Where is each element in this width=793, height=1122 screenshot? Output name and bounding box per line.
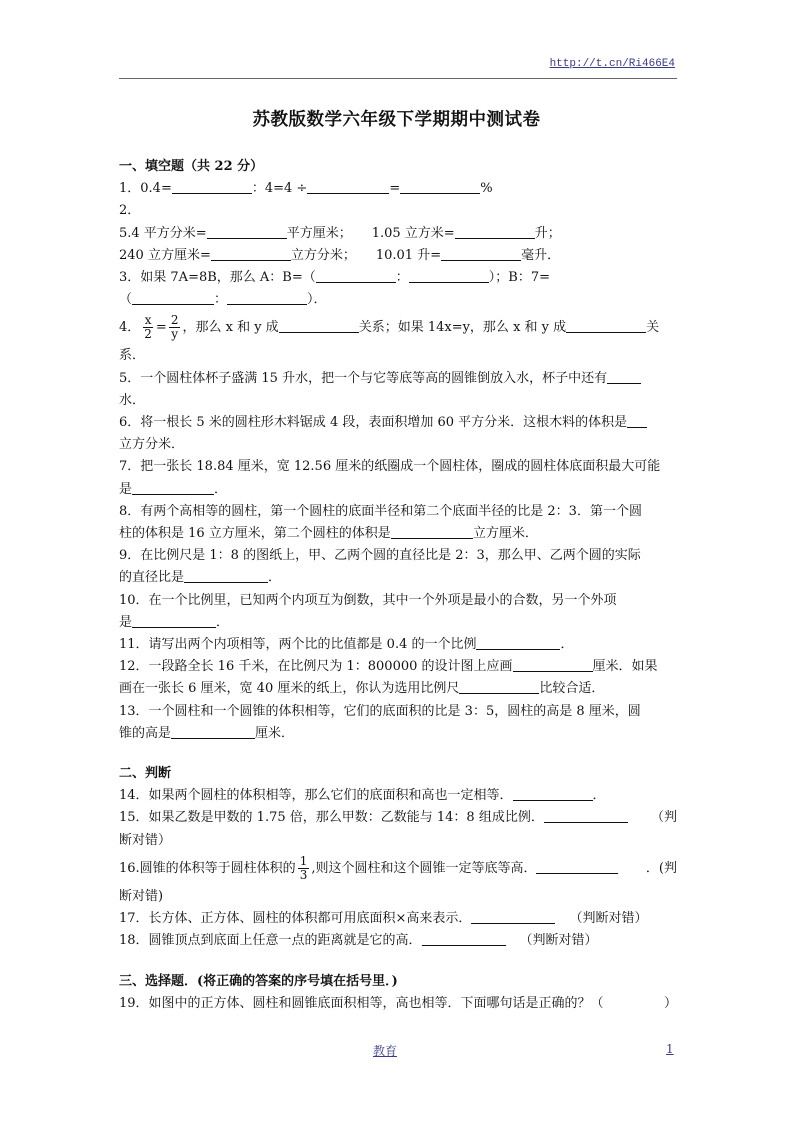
q2-text: 毫升． — [521, 247, 561, 263]
q15-text: 15．如果乙数是甲数的 1.75 倍，那么甲数：乙数能与 14：8 组成比例． — [119, 810, 544, 826]
q3-text: ： — [214, 292, 228, 308]
question-6-cont: 立方分米． — [119, 437, 185, 453]
q11-text: 11．请写出两个内项相等，两个比的比值都是 0.4 的一个比例 — [119, 637, 477, 653]
question-10-cont — [119, 612, 677, 634]
q12-text: 厘米．如果 — [592, 659, 658, 675]
answer-blank — [184, 568, 268, 583]
q14-text: 14．如果两个圆柱的体积相等，那么它们的底面积和高也一定相等． — [119, 788, 513, 804]
q3-text: ）． — [307, 292, 327, 308]
q4-number: 4． — [119, 320, 141, 336]
answer-blank — [455, 224, 535, 239]
q3-text: ）；B：7= — [488, 270, 550, 286]
q9-text: 的直径比是 — [119, 570, 185, 586]
question-11 — [119, 634, 677, 656]
answer-blank — [132, 290, 214, 305]
question-12-cont — [119, 678, 677, 700]
q13-text: 锥的高是 — [119, 725, 172, 741]
q10-text: 是 — [119, 614, 133, 630]
question-2-number: 2． — [119, 203, 141, 219]
question-19 — [119, 993, 677, 1015]
answer-blank — [409, 268, 489, 283]
question-2-line-2 — [119, 245, 677, 267]
q17-judge-label: （判断对错） — [569, 911, 648, 927]
q2-text: 5.4 平方分米= — [119, 225, 207, 241]
q15-judge-label: （判 — [650, 810, 677, 826]
question-1 — [119, 178, 677, 200]
fraction-denominator: y — [171, 327, 179, 342]
question-6 — [119, 412, 677, 434]
fraction-numerator: 2 — [170, 313, 179, 328]
answer-blank — [476, 635, 560, 650]
q2-text: 1.05 立方米= — [371, 225, 455, 241]
q9-text: ． — [268, 570, 282, 586]
q3-text: （ — [119, 292, 133, 308]
q1-text-a: 1．0.4= — [119, 181, 172, 197]
answer-blank — [227, 290, 307, 305]
q4-text: ，那么 x 和 y 成 — [182, 320, 279, 336]
answer-blank — [211, 246, 291, 261]
q4-text: 关 — [646, 320, 660, 336]
answer-blank — [566, 318, 646, 333]
page-title: 苏教版数学六年级下学期期中测试卷 — [252, 110, 541, 130]
q17-text: 17．长方体、正方体、圆柱的体积都可用底面积×高来表示． — [119, 911, 472, 927]
question-3-cont — [119, 289, 677, 311]
answer-blank — [513, 657, 593, 672]
q3-text: 3．如果 7A=8B，那么 A：B=（ — [119, 270, 316, 286]
fraction-1-over-3 — [298, 855, 310, 882]
q12-text: 画在一张长 6 厘米，宽 40 厘米的纸上，你认为选用比例尺 — [119, 681, 460, 697]
q2-text: 10.01 升= — [375, 247, 442, 263]
question-8-cont — [119, 523, 677, 545]
q1-text-d: % — [480, 181, 493, 197]
q12-text: 12．一段路全长 16 千米，在比例尺为 1：800000 的设计图上应画 — [119, 659, 513, 675]
q4-text: 关系；如果 14x=y，那么 x 和 y 成 — [358, 320, 567, 336]
question-17 — [119, 908, 677, 930]
answer-blank — [132, 480, 214, 495]
answer-blank — [544, 808, 628, 823]
question-16 — [119, 852, 677, 886]
question-14 — [119, 785, 677, 807]
answer-blank — [391, 524, 473, 539]
page-number: 1 — [666, 1042, 674, 1056]
answer-blank — [607, 369, 641, 384]
question-9: 9．在比例尺是 1：8 的图纸上，甲、乙两个圆的直径比是 2：3，那么甲、乙两个圆的实际 — [119, 548, 641, 564]
answer-blank — [132, 613, 216, 628]
answer-blank — [627, 413, 647, 428]
question-13: 13．一个圆柱和一个圆锥的体积相等，它们的底面积的比是 3：5，圆柱的高是 8 厘米，圆 — [119, 703, 641, 719]
q14-text: ． — [592, 788, 606, 804]
fraction-denominator: 2 — [144, 327, 152, 342]
question-10: 10．在一个比例里，已知两个内项互为倒数，其中一个外项是最小的合数，另一个外项 — [119, 592, 617, 608]
q1-text-b: ：4=4 ÷ — [251, 181, 308, 197]
question-9-cont — [119, 567, 677, 589]
answer-blank — [316, 268, 396, 283]
header-divider — [119, 78, 677, 79]
answer-blank — [171, 724, 255, 739]
question-3 — [119, 267, 677, 289]
q2-text: 立方分米； — [290, 247, 356, 263]
answer-blank — [307, 179, 389, 194]
header-url-link[interactable]: http://t.cn/Ri466E4 — [549, 58, 675, 70]
section3-heading: 三、选择题．(将正确的答案的序号填在括号里．) — [119, 973, 398, 989]
q5-text: 5．一个圆柱体杯子盛满 15 升水，把一个与它等底等高的圆锥倒放入水，杯子中还有 — [119, 370, 608, 386]
question-7-cont — [119, 479, 677, 501]
question-4-cont: 系． — [119, 348, 146, 364]
answer-blank — [459, 679, 539, 694]
q8-text: 柱的体积是 16 立方厘米，第二个圆柱的体积是 — [119, 526, 391, 542]
fraction-2-over-y — [169, 314, 181, 341]
q10-text: ． — [216, 614, 230, 630]
answer-blank — [422, 931, 506, 946]
q3-text: ： — [395, 270, 409, 286]
document-body — [119, 156, 677, 1015]
question-13-cont — [119, 723, 677, 745]
q16-text: ,则这个圆柱和这个圆锥一定等底等高． — [311, 860, 537, 876]
answer-blank — [441, 246, 521, 261]
question-2-line-1 — [119, 223, 677, 245]
fraction-numerator: x — [144, 313, 152, 328]
q7-text: 是 — [119, 481, 133, 497]
fraction-numerator: 1 — [299, 853, 308, 868]
q16-judge-label: ．(判 — [645, 860, 677, 876]
q18-text: 18．圆锥顶点到底面上任意一点的距离就是它的高． — [119, 933, 422, 949]
question-5 — [119, 368, 677, 390]
q7-text: ． — [214, 481, 228, 497]
q2-text: 240 立方厘米= — [119, 247, 211, 263]
answer-blank — [207, 224, 287, 239]
q8-text: 立方厘米． — [472, 526, 538, 542]
answer-blank — [400, 179, 480, 194]
answer-blank — [536, 859, 618, 874]
fraction-x-over-2 — [142, 314, 154, 341]
q6-text: 6．将一根长 5 米的圆柱形木料锯成 4 段，表面积增加 60 平方分米．这根木料的体积是 — [119, 415, 628, 431]
answer-blank — [513, 786, 593, 801]
question-15 — [119, 807, 677, 829]
fraction-denominator: 3 — [299, 867, 308, 882]
q19-text: 19．如图中的正方体、圆柱和圆锥底面积相等，高也相等．下面哪句话是正确的？（ — [119, 995, 604, 1011]
section2-heading: 二、判断 — [119, 766, 172, 782]
answer-blank — [279, 318, 359, 333]
question-8: 8．有两个高相等的圆柱，第一个圆柱的底面半径和第二个底面半径的比是 2：3．第一个圆 — [119, 503, 642, 519]
q4-equals: = — [155, 320, 167, 336]
q18-judge-label: （判断对错） — [519, 933, 598, 949]
q12-text: 比较合适． — [539, 681, 605, 697]
q1-text-c: = — [389, 181, 401, 197]
footer-link[interactable]: 教育 — [373, 1044, 398, 1058]
question-16-cont: 断对错) — [119, 888, 164, 904]
question-18 — [119, 930, 677, 952]
q19-answer-paren: ） — [663, 995, 677, 1011]
section1-heading: 一、填空题（共 22 分） — [119, 159, 264, 174]
q2-text: 升； — [534, 225, 561, 241]
question-5-cont: 水． — [119, 392, 146, 408]
q16-text: 16.圆锥的体积等于圆柱体积的 — [119, 860, 296, 876]
q13-text: 厘米． — [255, 725, 295, 741]
question-15-cont: 断对错） — [119, 832, 172, 848]
q2-text: 平方厘米； — [286, 225, 352, 241]
q11-text: ． — [560, 637, 574, 653]
question-7: 7．把一张长 18.84 厘米，宽 12.56 厘米的纸圈成一个圆柱体，圈成的圆柱体底面积最大可能 — [119, 459, 661, 475]
answer-blank — [172, 179, 252, 194]
answer-blank — [471, 909, 555, 924]
question-12 — [119, 656, 677, 678]
question-4 — [119, 311, 677, 345]
